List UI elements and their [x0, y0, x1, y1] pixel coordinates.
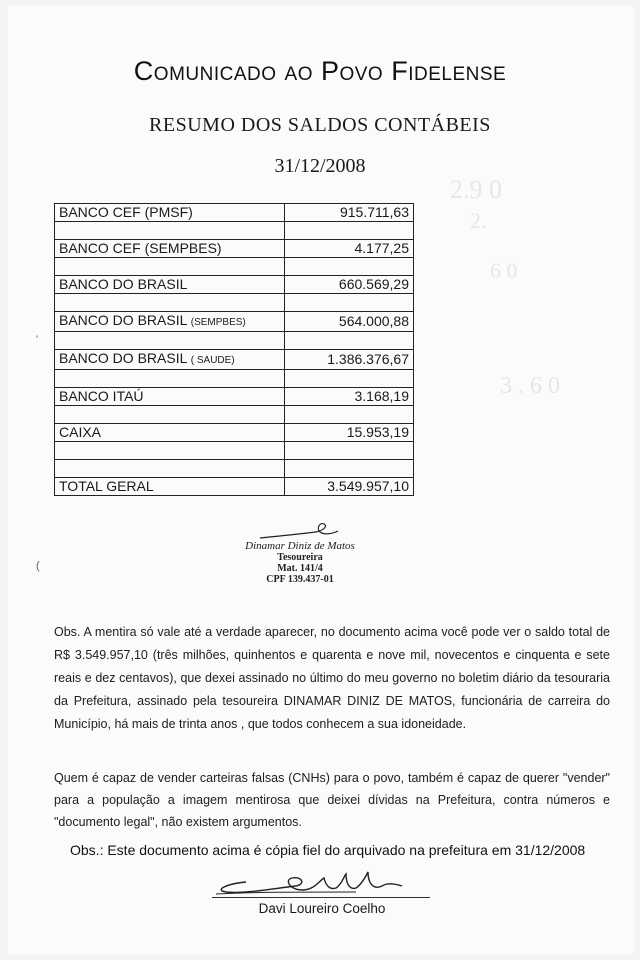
margin-mark: ' — [36, 334, 39, 346]
total-row — [55, 478, 414, 496]
svg-text:2.9 0: 2.9 0 — [450, 175, 502, 204]
document-date: 31/12/2008 — [274, 155, 366, 177]
account-value: 660.569,29 — [285, 276, 414, 294]
spacer-row — [55, 406, 414, 424]
bleed-through-marks — [430, 168, 580, 408]
total-label: TOTAL GERAL — [55, 478, 285, 496]
stamp-role: Tesoureira — [277, 552, 323, 563]
account-value: 3.168,19 — [285, 388, 414, 406]
account-label: BANCO DO BRASIL (SEMPBES) — [55, 312, 285, 332]
account-value: 4.177,25 — [285, 240, 414, 258]
account-label: BANCO DO BRASIL ( SAUDE) — [55, 350, 285, 370]
spacer-row — [55, 258, 414, 276]
observation-paragraph-3: Obs.: Este documento acima é cópia fiel do arquivado na prefeitura em 31/12/2008 — [70, 842, 586, 858]
account-label: BANCO CEF (PMSF) — [55, 204, 285, 222]
margin-mark: ( — [36, 560, 40, 572]
page-subtitle: RESUMO DOS SALDOS CONTÁBEIS — [149, 114, 491, 136]
account-value: 1.386.376,67 — [285, 350, 414, 370]
table-row — [55, 350, 414, 370]
balances-table — [54, 203, 414, 496]
signature-line — [212, 897, 430, 898]
treasurer-stamp — [230, 541, 370, 585]
observation-paragraph-1: Obs. A mentira só vale até a verdade aparecer, no documento acima você pode ver o saldo total de R$ 3.549.957,10 (três milhões, quinhentos e quarenta e nove mil, novecentos e cinquenta e sete reais e dez centavos), que dexei assinado no último do meu governo no boletim diário da tesouraria da Prefeitura, assinado pela tesoureira DINAMAR DINIZ DE MATOS, funcionária de carreira do Município, há mais de trinta anos , que todos conhecem a sua idoneidade. — [54, 624, 610, 731]
table-row — [55, 240, 414, 258]
table-row — [55, 312, 414, 332]
observation-paragraph-2: Quem é capaz de vender carteiras falsas (CNHs) para o povo, também é capaz de querer "vender" para a população a imagem mentirosa que deixei dívidas na Prefeitura, contra números e "documento legal", não existem argumentos. — [54, 770, 610, 829]
table-row — [55, 204, 414, 222]
spacer-row — [55, 294, 414, 312]
account-label: CAIXA — [55, 424, 285, 442]
account-label: BANCO ITAÚ — [55, 388, 285, 406]
page-title: Comunicado ao Povo Fidelense — [133, 56, 507, 86]
account-label: BANCO DO BRASIL — [55, 276, 285, 294]
total-value: 3.549.957,10 — [285, 478, 414, 496]
spacer-row — [55, 460, 414, 478]
signer-name: Davi Loureiro Coelho — [258, 901, 386, 916]
stamp-cpf: CPF 139.437-01 — [266, 574, 334, 585]
svg-text:2.: 2. — [470, 208, 487, 233]
account-label: BANCO CEF (SEMPBES) — [55, 240, 285, 258]
account-value: 915.711,63 — [285, 204, 414, 222]
stamp-mat: Mat. 141/4 — [277, 563, 323, 574]
account-note: (SEMPBES) — [190, 317, 246, 328]
account-value: 564.000,88 — [285, 312, 414, 332]
svg-text:6 0: 6 0 — [490, 258, 518, 283]
svg-text:3 . 6 0: 3 . 6 0 — [500, 373, 560, 399]
table-row — [55, 388, 414, 406]
stamp-name: Dinamar Diniz de Matos — [245, 540, 355, 552]
account-note: ( SAUDE) — [190, 355, 235, 366]
table-row — [55, 276, 414, 294]
table-row — [55, 424, 414, 442]
spacer-row — [55, 222, 414, 240]
spacer-row — [55, 332, 414, 350]
spacer-row — [55, 370, 414, 388]
author-signature — [206, 862, 416, 902]
spacer-row — [55, 442, 414, 460]
account-value: 15.953,19 — [285, 424, 414, 442]
